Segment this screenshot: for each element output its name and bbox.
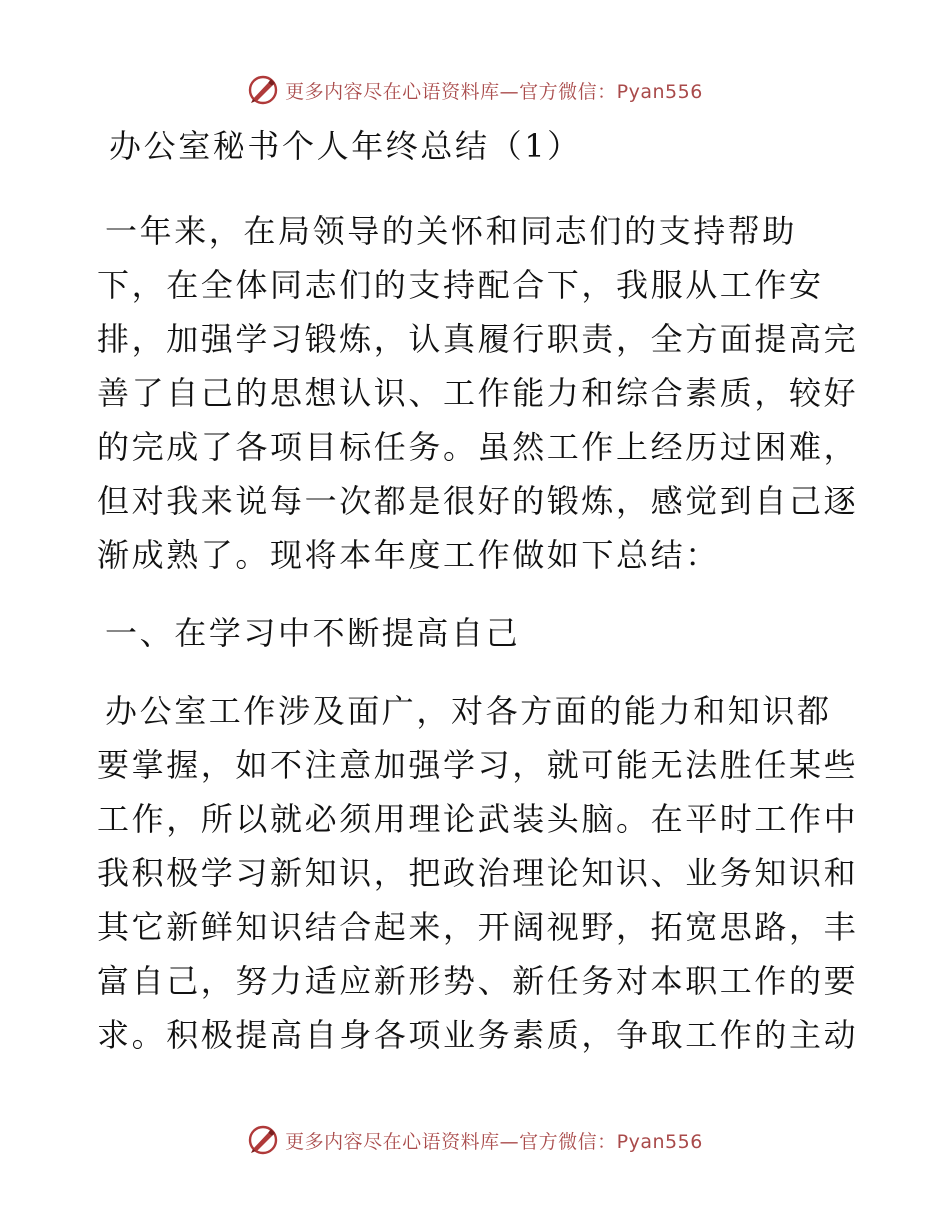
paragraph-line: 但对我来说每一次都是很好的锻炼，感觉到自己逐 [97, 482, 859, 520]
paragraph-line: 下，在全体同志们的支持配合下，我服从工作安 [97, 266, 824, 304]
watermark-text: 更多内容尽在心语资料库—官方微信：Pyan556 [285, 1130, 703, 1153]
paragraph-line: 富自己，努力适应新形势、新任务对本职工作的要 [97, 962, 859, 1000]
watermark-text: 更多内容尽在心语资料库—官方微信：Pyan556 [285, 80, 703, 103]
paragraph-line: 求。积极提高自身各项业务素质，争取工作的主动 [97, 1016, 859, 1054]
document-title: 办公室秘书个人年终总结（1） [109, 127, 582, 165]
paragraph-intro [97, 204, 857, 582]
watermark-banner-top [0, 70, 950, 110]
document-body [97, 118, 857, 1062]
pen-logo-icon [247, 1124, 279, 1156]
paragraph-line: 一年来，在局领导的关怀和同志们的支持帮助 [105, 212, 798, 250]
section-heading: 一、在学习中不断提高自己 [105, 614, 521, 652]
paragraph-line: 的完成了各项目标任务。虽然工作上经历过困难， [97, 428, 859, 466]
pen-logo-icon [247, 74, 279, 106]
paragraph-line: 善了自己的思想认识、工作能力和综合素质，较好 [97, 374, 859, 412]
watermark-banner-bottom [0, 1120, 950, 1160]
watermark-group [247, 1124, 703, 1156]
paragraph-line: 其它新鲜知识结合起来，开阔视野，拓宽思路，丰 [97, 908, 859, 946]
paragraph-line: 我积极学习新知识，把政治理论知识、业务知识和 [97, 854, 859, 892]
watermark-group [247, 74, 703, 106]
paragraph-line: 工作，所以就必须用理论武装头脑。在平时工作中 [97, 800, 859, 838]
paragraph-line: 办公室工作涉及面广，对各方面的能力和知识都 [105, 692, 832, 730]
paragraph-learning [97, 684, 857, 1062]
paragraph-line: 排，加强学习锻炼，认真履行职责，全方面提高完 [97, 320, 859, 358]
paragraph-line: 渐成熟了。现将本年度工作做如下总结： [97, 536, 720, 574]
paragraph-line: 要掌握，如不注意加强学习，就可能无法胜任某些 [97, 746, 859, 784]
